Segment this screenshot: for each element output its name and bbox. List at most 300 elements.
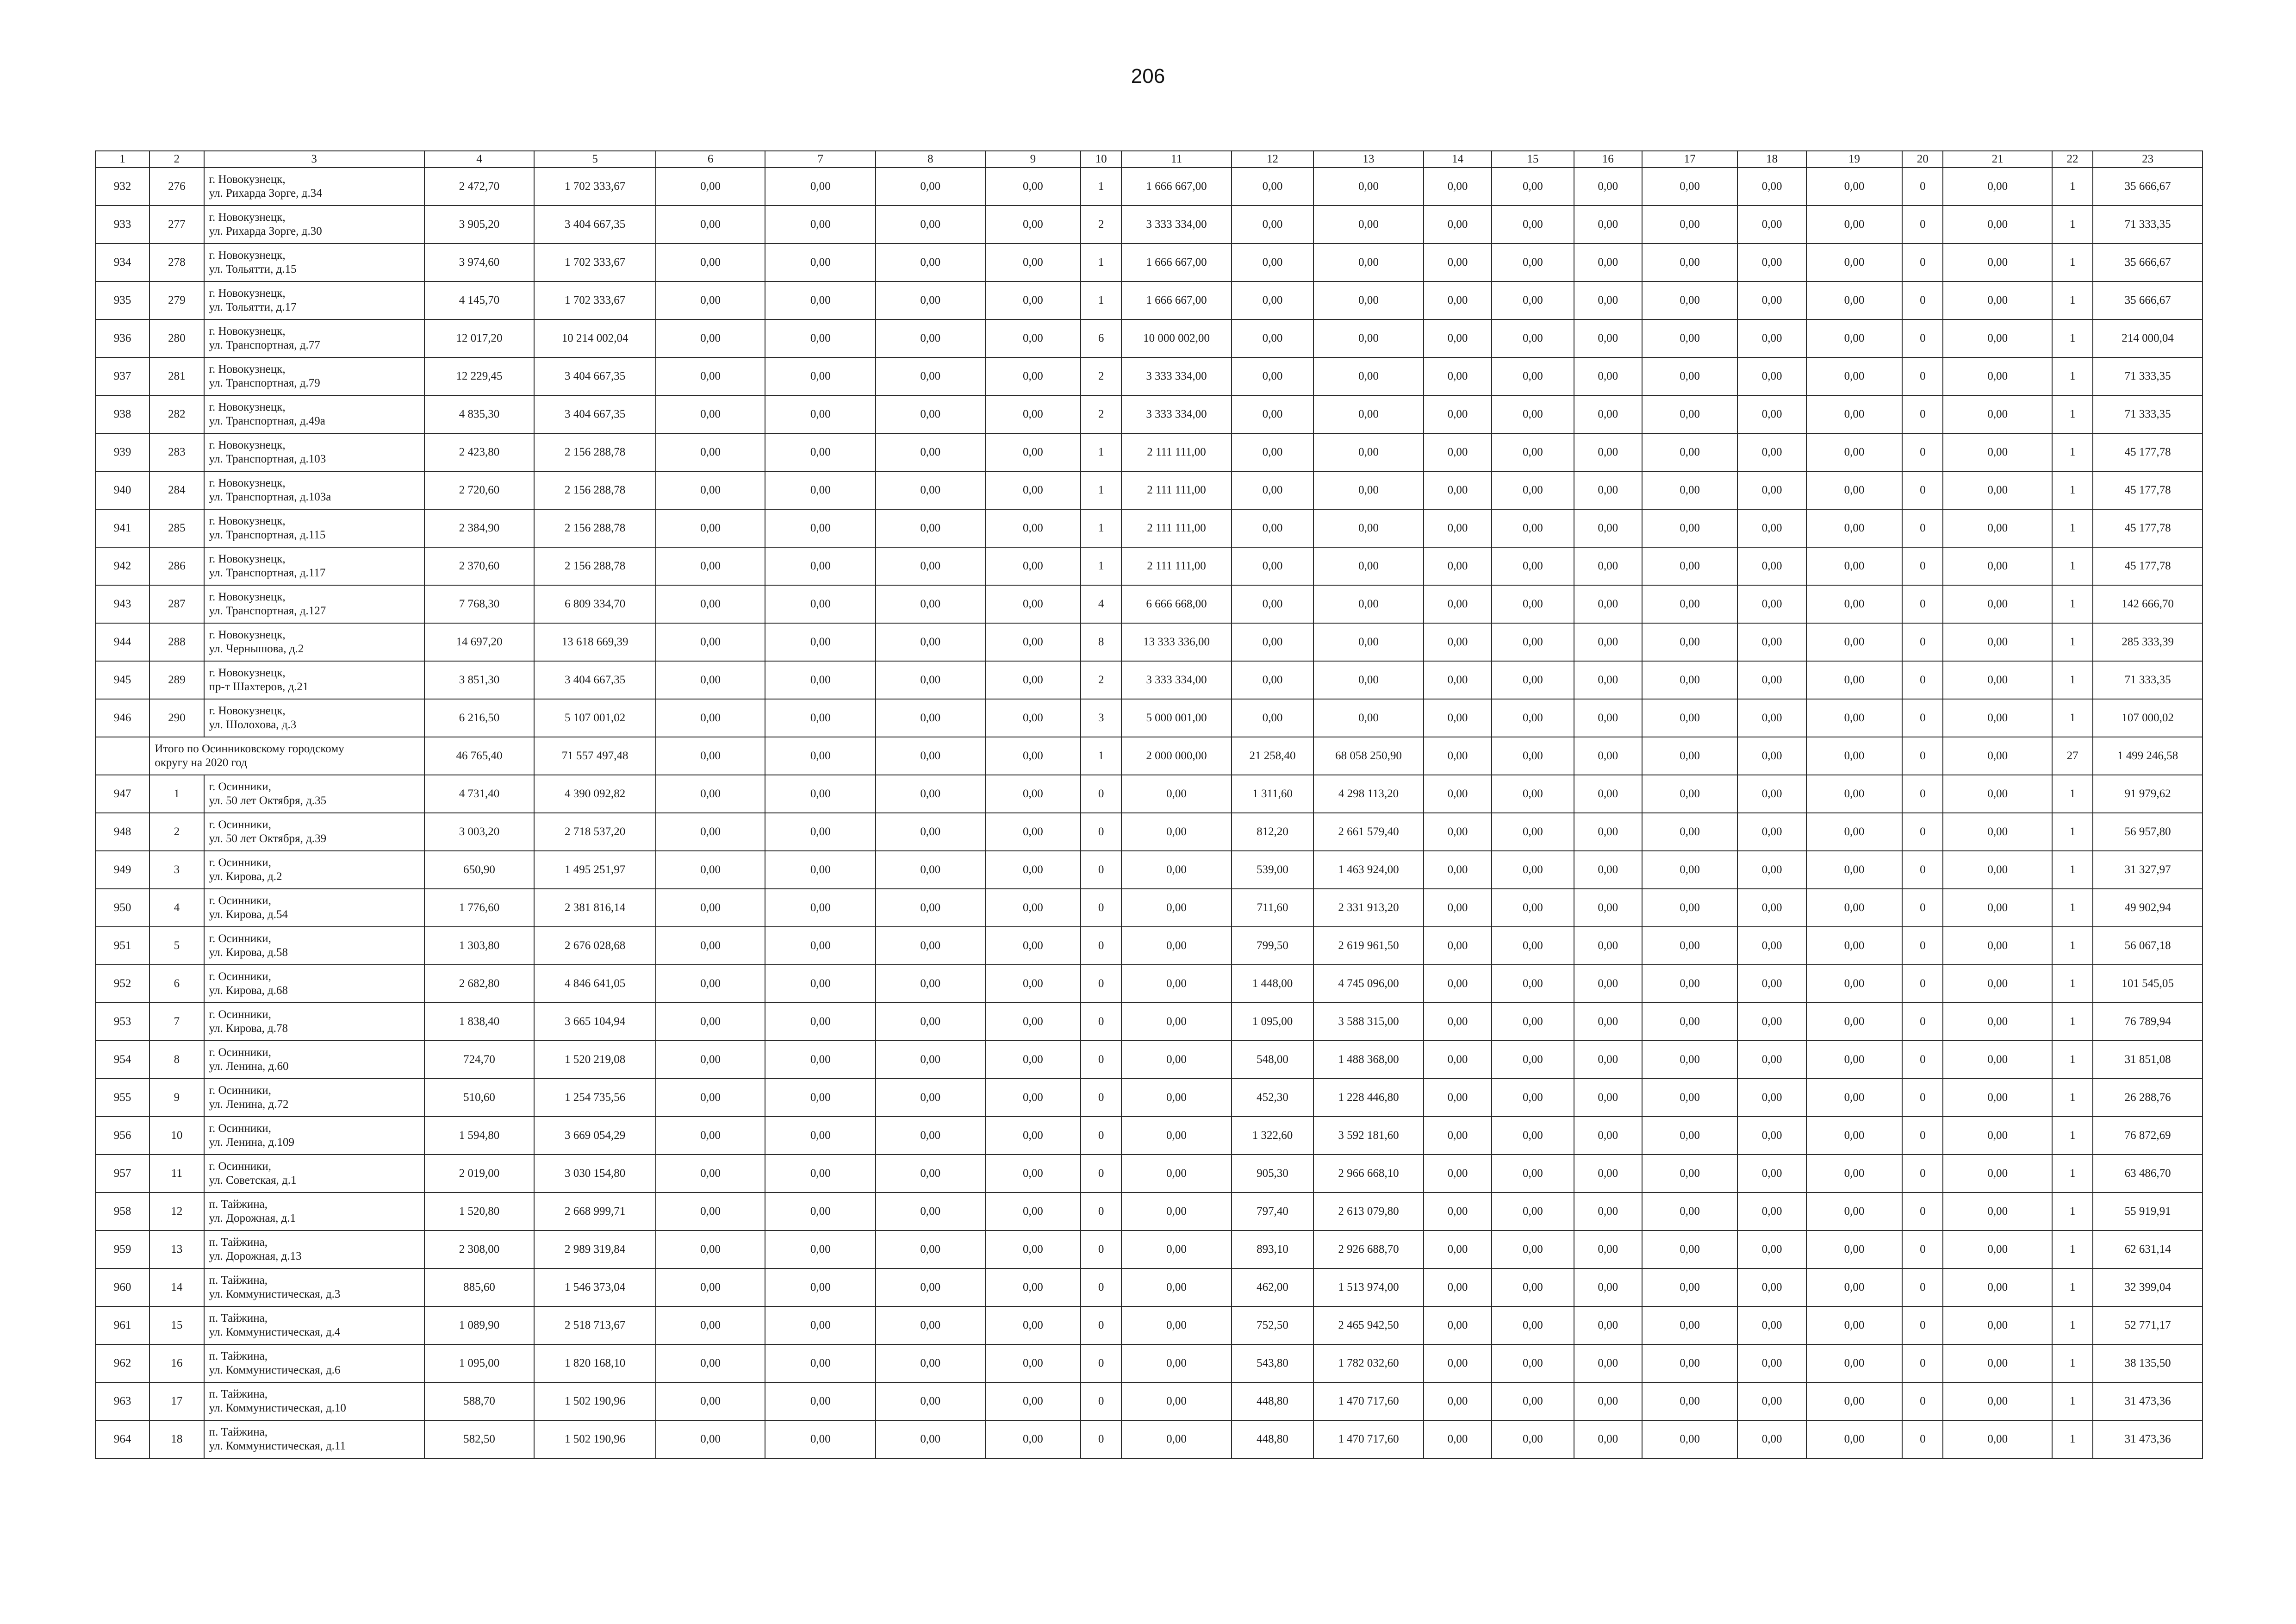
value-cell: 893,10 [1232, 1230, 1313, 1268]
value-cell: 0,00 [656, 509, 765, 547]
row-number: 964 [95, 1420, 149, 1458]
value-cell: 0,00 [1232, 699, 1313, 737]
value-cell: 0 [1902, 927, 1943, 965]
value-cell: 1 495 251,97 [534, 851, 656, 889]
value-cell: 0,00 [1806, 1079, 1903, 1117]
value-cell: 0,00 [765, 585, 876, 623]
row-number: 937 [95, 357, 149, 395]
value-cell: 1 095,00 [424, 1344, 535, 1382]
value-cell: 0,00 [876, 281, 985, 319]
value-cell: 1 666 667,00 [1121, 281, 1232, 319]
value-cell: 1 [2052, 1193, 2093, 1230]
value-cell: 0,00 [1574, 927, 1642, 965]
address-cell [204, 1230, 424, 1268]
value-cell: 2 331 913,20 [1313, 889, 1424, 927]
value-cell: 0,00 [1943, 1230, 2052, 1268]
table-row [95, 1344, 2203, 1382]
column-header: 12 [1232, 151, 1313, 168]
value-cell: 0,00 [1492, 813, 1574, 851]
value-cell: 0 [1902, 1344, 1943, 1382]
local-number: 7 [149, 1003, 204, 1041]
value-cell: 0,00 [1574, 1079, 1642, 1117]
value-cell: 1 702 333,67 [534, 244, 656, 281]
table-row [95, 965, 2203, 1003]
value-cell: 0,00 [1121, 851, 1232, 889]
value-cell: 0,00 [985, 737, 1081, 775]
value-cell: 0,00 [1943, 168, 2052, 206]
value-cell: 0,00 [1574, 1230, 1642, 1268]
value-cell: 0,00 [1806, 395, 1903, 433]
value-cell: 0,00 [656, 1079, 765, 1117]
value-cell: 1 463 924,00 [1313, 851, 1424, 889]
value-cell: 0 [1081, 1193, 1121, 1230]
value-cell: 0,00 [1574, 206, 1642, 244]
value-cell: 0,00 [876, 1003, 985, 1041]
value-cell: 0,00 [876, 1155, 985, 1193]
value-cell: 0,00 [1492, 433, 1574, 471]
value-cell: 711,60 [1232, 889, 1313, 927]
row-number: 947 [95, 775, 149, 813]
value-cell: 0,00 [1642, 623, 1737, 661]
value-cell: 2 423,80 [424, 433, 535, 471]
value-cell: 0,00 [876, 1193, 985, 1230]
value-cell: 0,00 [1943, 737, 2052, 775]
value-cell: 0,00 [1492, 965, 1574, 1003]
value-cell: 0,00 [1806, 244, 1903, 281]
address-line: ул. Ленина, д.72 [209, 1098, 289, 1111]
value-cell: 724,70 [424, 1041, 535, 1079]
value-cell: 0,00 [1806, 1268, 1903, 1306]
table-row [95, 1041, 2203, 1079]
value-cell: 0,00 [1642, 1420, 1737, 1458]
value-cell: 0 [1081, 851, 1121, 889]
value-cell: 462,00 [1232, 1268, 1313, 1306]
value-cell: 0,00 [1642, 1268, 1737, 1306]
value-cell: 2 661 579,40 [1313, 813, 1424, 851]
local-number: 4 [149, 889, 204, 927]
value-cell: 0,00 [765, 206, 876, 244]
address-line: ул. Ленина, д.60 [209, 1060, 289, 1073]
value-cell: 0,00 [1492, 623, 1574, 661]
local-number: 17 [149, 1382, 204, 1420]
value-cell: 0,00 [985, 927, 1081, 965]
value-cell: 0 [1902, 1003, 1943, 1041]
value-cell: 650,90 [424, 851, 535, 889]
value-cell: 3 333 334,00 [1121, 357, 1232, 395]
value-cell: 0,00 [985, 1268, 1081, 1306]
value-cell: 0,00 [985, 1306, 1081, 1344]
row-number: 961 [95, 1306, 149, 1344]
column-header: 15 [1492, 151, 1574, 168]
value-cell: 0,00 [985, 813, 1081, 851]
value-cell: 0,00 [1806, 281, 1903, 319]
local-number: 287 [149, 585, 204, 623]
row-number: 952 [95, 965, 149, 1003]
value-cell: 0,00 [765, 1041, 876, 1079]
value-cell: 0,00 [1737, 1117, 1806, 1155]
value-cell: 0,00 [1737, 1079, 1806, 1117]
value-cell: 0,00 [1943, 1041, 2052, 1079]
page-number: 206 [1131, 65, 1165, 87]
address-line: ул. Тольятти, д.17 [209, 301, 297, 313]
value-cell: 12 017,20 [424, 319, 535, 357]
value-cell: 0,00 [1121, 813, 1232, 851]
local-number: 282 [149, 395, 204, 433]
value-cell: 0,00 [876, 775, 985, 813]
value-cell: 0,00 [1232, 206, 1313, 244]
value-cell: 0,00 [1574, 889, 1642, 927]
value-cell: 91 979,62 [2093, 775, 2203, 813]
value-cell: 0,00 [1424, 1003, 1492, 1041]
local-number: 289 [149, 661, 204, 699]
value-cell: 3 404 667,35 [534, 357, 656, 395]
value-cell: 0,00 [1492, 509, 1574, 547]
table-row [95, 206, 2203, 244]
value-cell: 0,00 [1737, 1155, 1806, 1193]
value-cell: 0,00 [1574, 1117, 1642, 1155]
value-cell: 0,00 [1737, 813, 1806, 851]
value-cell: 0,00 [1424, 509, 1492, 547]
value-cell: 2 381 816,14 [534, 889, 656, 927]
value-cell: 0,00 [656, 1268, 765, 1306]
value-cell: 71 333,35 [2093, 206, 2203, 244]
address-cell [204, 851, 424, 889]
value-cell: 0,00 [1737, 1230, 1806, 1268]
table-row [95, 471, 2203, 509]
value-cell: 0,00 [1642, 927, 1737, 965]
value-cell: 0,00 [1121, 1193, 1232, 1230]
local-number: 285 [149, 509, 204, 547]
value-cell: 0,00 [1806, 509, 1903, 547]
value-cell: 0,00 [1121, 927, 1232, 965]
value-cell: 0,00 [876, 1306, 985, 1344]
value-cell: 6 666 668,00 [1121, 585, 1232, 623]
value-cell: 0,00 [1943, 1079, 2052, 1117]
value-cell: 0 [1902, 623, 1943, 661]
value-cell: 0,00 [656, 168, 765, 206]
value-cell: 0,00 [1492, 851, 1574, 889]
value-cell: 0,00 [876, 1117, 985, 1155]
address-line: п. Тайжина, [209, 1426, 268, 1438]
local-number: 3 [149, 851, 204, 889]
address-cell [204, 699, 424, 737]
value-cell: 4 846 641,05 [534, 965, 656, 1003]
value-cell: 0,00 [1642, 433, 1737, 471]
address-line: г. Осинники, [209, 1046, 271, 1059]
value-cell: 2 000 000,00 [1121, 737, 1232, 775]
value-cell: 0,00 [876, 433, 985, 471]
address-line: ул. Кирова, д.54 [209, 908, 288, 921]
value-cell: 1 [2052, 281, 2093, 319]
value-cell: 0,00 [985, 168, 1081, 206]
value-cell: 0,00 [1806, 661, 1903, 699]
table-row [95, 1306, 2203, 1344]
value-cell: 0,00 [1492, 737, 1574, 775]
value-cell: 448,80 [1232, 1420, 1313, 1458]
address-line: г. Новокузнецк, [209, 287, 286, 300]
value-cell: 0 [1081, 1344, 1121, 1382]
value-cell: 1 095,00 [1232, 1003, 1313, 1041]
value-cell: 2 465 942,50 [1313, 1306, 1424, 1344]
value-cell: 1 448,00 [1232, 965, 1313, 1003]
value-cell: 0,00 [985, 1079, 1081, 1117]
value-cell: 1 089,90 [424, 1306, 535, 1344]
value-cell: 448,80 [1232, 1382, 1313, 1420]
value-cell: 0,00 [656, 1306, 765, 1344]
row-number: 962 [95, 1344, 149, 1382]
local-number: 15 [149, 1306, 204, 1344]
value-cell: 1 [2052, 206, 2093, 244]
value-cell: 0,00 [1232, 244, 1313, 281]
value-cell: 1 [2052, 661, 2093, 699]
value-cell: 0 [1902, 775, 1943, 813]
address-line: ул. Коммунистическая, д.11 [209, 1440, 346, 1452]
value-cell: 4 [1081, 585, 1121, 623]
value-cell: 0,00 [1492, 1268, 1574, 1306]
value-cell: 0,00 [1574, 1003, 1642, 1041]
value-cell: 49 902,94 [2093, 889, 2203, 927]
value-cell: 1 499 246,58 [2093, 737, 2203, 775]
value-cell: 0,00 [1574, 813, 1642, 851]
value-cell: 0,00 [876, 699, 985, 737]
value-cell: 0,00 [1424, 661, 1492, 699]
value-cell: 0,00 [1574, 1420, 1642, 1458]
value-cell: 0,00 [1737, 1306, 1806, 1344]
value-cell: 0,00 [1424, 1420, 1492, 1458]
row-number: 963 [95, 1382, 149, 1420]
local-number: 13 [149, 1230, 204, 1268]
value-cell: 0,00 [985, 1117, 1081, 1155]
value-cell: 1 [2052, 813, 2093, 851]
value-cell: 0,00 [1424, 168, 1492, 206]
value-cell: 0,00 [1806, 813, 1903, 851]
value-cell: 2 472,70 [424, 168, 535, 206]
value-cell: 812,20 [1232, 813, 1313, 851]
value-cell: 0,00 [1737, 927, 1806, 965]
value-cell: 0,00 [1943, 471, 2052, 509]
value-cell: 0,00 [1943, 1344, 2052, 1382]
value-cell: 2 111 111,00 [1121, 509, 1232, 547]
column-header: 10 [1081, 151, 1121, 168]
value-cell: 71 333,35 [2093, 661, 2203, 699]
value-cell: 1 [2052, 775, 2093, 813]
value-cell: 45 177,78 [2093, 547, 2203, 585]
value-cell: 0,00 [1642, 471, 1737, 509]
value-cell: 0,00 [876, 1382, 985, 1420]
value-cell: 2 613 079,80 [1313, 1193, 1424, 1230]
value-cell: 0,00 [1492, 661, 1574, 699]
value-cell: 0,00 [1806, 1041, 1903, 1079]
column-header: 3 [204, 151, 424, 168]
value-cell: 0,00 [1737, 168, 1806, 206]
value-cell: 0,00 [1806, 1344, 1903, 1382]
address-cell [204, 775, 424, 813]
value-cell: 0,00 [656, 775, 765, 813]
value-cell: 0,00 [1424, 889, 1492, 927]
address-cell [204, 1344, 424, 1382]
value-cell: 510,60 [424, 1079, 535, 1117]
value-cell: 0,00 [765, 1420, 876, 1458]
value-cell: 0,00 [1424, 851, 1492, 889]
value-cell: 0,00 [1492, 1344, 1574, 1382]
value-cell: 38 135,50 [2093, 1344, 2203, 1382]
value-cell: 0,00 [1492, 319, 1574, 357]
value-cell: 0,00 [656, 927, 765, 965]
address-cell [204, 319, 424, 357]
value-cell: 0,00 [1737, 1382, 1806, 1420]
value-cell: 0,00 [1642, 547, 1737, 585]
value-cell: 0,00 [1424, 471, 1492, 509]
value-cell: 0,00 [876, 547, 985, 585]
value-cell: 3 592 181,60 [1313, 1117, 1424, 1155]
value-cell: 0 [1902, 1117, 1943, 1155]
value-cell: 0,00 [1574, 1344, 1642, 1382]
value-cell: 0,00 [1121, 1003, 1232, 1041]
column-header: 13 [1313, 151, 1424, 168]
address-line: ул. Транспортная, д.103 [209, 453, 326, 465]
value-cell: 1 666 667,00 [1121, 244, 1232, 281]
column-header: 11 [1121, 151, 1232, 168]
value-cell: 0,00 [1943, 965, 2052, 1003]
address-line: ул. Коммунистическая, д.6 [209, 1364, 341, 1376]
value-cell: 0,00 [876, 1268, 985, 1306]
value-cell: 1 311,60 [1232, 775, 1313, 813]
row-number: 957 [95, 1155, 149, 1193]
value-cell: 0,00 [1121, 775, 1232, 813]
value-cell: 0,00 [1492, 1079, 1574, 1117]
address-line: г. Новокузнецк, [209, 173, 286, 186]
value-cell: 0,00 [876, 168, 985, 206]
value-cell: 0,00 [876, 585, 985, 623]
value-cell: 1 [2052, 1003, 2093, 1041]
value-cell: 2 [1081, 357, 1121, 395]
value-cell: 0,00 [656, 585, 765, 623]
value-cell: 0,00 [1313, 168, 1424, 206]
value-cell: 2 370,60 [424, 547, 535, 585]
value-cell: 0,00 [1943, 1193, 2052, 1230]
value-cell: 1 [2052, 1344, 2093, 1382]
value-cell: 0,00 [985, 509, 1081, 547]
column-header: 1 [95, 151, 149, 168]
value-cell: 0,00 [765, 1117, 876, 1155]
value-cell: 0,00 [1737, 965, 1806, 1003]
address-line: ул. 50 лет Октября, д.35 [209, 794, 327, 807]
address-line: ул. Тольятти, д.15 [209, 263, 297, 275]
row-number: 934 [95, 244, 149, 281]
value-cell: 0,00 [1943, 1420, 2052, 1458]
value-cell: 0 [1081, 1420, 1121, 1458]
value-cell: 0,00 [1806, 851, 1903, 889]
value-cell: 0,00 [765, 737, 876, 775]
value-cell: 0,00 [1574, 1193, 1642, 1230]
value-cell: 0,00 [1943, 319, 2052, 357]
value-cell: 0,00 [1642, 813, 1737, 851]
value-cell: 0,00 [1737, 471, 1806, 509]
value-cell: 0,00 [1642, 1003, 1737, 1041]
value-cell: 1 [2052, 1230, 2093, 1268]
local-number: 9 [149, 1079, 204, 1117]
value-cell: 0,00 [765, 1155, 876, 1193]
value-cell: 588,70 [424, 1382, 535, 1420]
address-line: г. Новокузнецк, [209, 249, 286, 262]
value-cell: 68 058 250,90 [1313, 737, 1424, 775]
value-cell: 4 145,70 [424, 281, 535, 319]
table-row [95, 509, 2203, 547]
value-cell: 0,00 [1121, 1117, 1232, 1155]
value-cell: 0,00 [765, 1193, 876, 1230]
value-cell: 0,00 [876, 357, 985, 395]
row-number: 959 [95, 1230, 149, 1268]
value-cell: 1 776,60 [424, 889, 535, 927]
value-cell: 46 765,40 [424, 737, 535, 775]
value-cell: 0,00 [1642, 661, 1737, 699]
value-cell: 0 [1081, 1268, 1121, 1306]
value-cell: 0,00 [1232, 395, 1313, 433]
value-cell: 71 557 497,48 [534, 737, 656, 775]
value-cell: 0,00 [1492, 206, 1574, 244]
value-cell: 0,00 [1574, 281, 1642, 319]
local-number: 8 [149, 1041, 204, 1079]
value-cell: 31 327,97 [2093, 851, 2203, 889]
column-header: 17 [1642, 151, 1737, 168]
value-cell: 0,00 [1737, 547, 1806, 585]
value-cell: 0,00 [1574, 357, 1642, 395]
value-cell: 0 [1902, 281, 1943, 319]
address-line: ул. Транспортная, д.103а [209, 491, 331, 503]
value-cell: 0,00 [656, 1420, 765, 1458]
value-cell: 0,00 [1806, 889, 1903, 927]
value-cell: 71 333,35 [2093, 395, 2203, 433]
table-row [95, 1268, 2203, 1306]
value-cell: 0,00 [1943, 1003, 2052, 1041]
value-cell: 1 702 333,67 [534, 281, 656, 319]
row-number: 948 [95, 813, 149, 851]
value-cell: 0,00 [876, 623, 985, 661]
value-cell: 548,00 [1232, 1041, 1313, 1079]
address-line: г. Новокузнецк, [209, 211, 286, 224]
value-cell: 6 809 334,70 [534, 585, 656, 623]
address-cell [204, 1079, 424, 1117]
value-cell: 0,00 [1121, 889, 1232, 927]
value-cell: 0,00 [765, 357, 876, 395]
table-row [95, 623, 2203, 661]
row-number: 946 [95, 699, 149, 737]
value-cell: 56 067,18 [2093, 927, 2203, 965]
value-cell: 0,00 [1574, 395, 1642, 433]
value-cell: 0,00 [1424, 244, 1492, 281]
value-cell: 0,00 [1424, 813, 1492, 851]
value-cell: 0,00 [1424, 1230, 1492, 1268]
value-cell: 76 872,69 [2093, 1117, 2203, 1155]
value-cell: 0,00 [1492, 1041, 1574, 1079]
value-cell: 1 820 168,10 [534, 1344, 656, 1382]
value-cell: 1 [2052, 1420, 2093, 1458]
value-cell: 0,00 [1492, 244, 1574, 281]
value-cell: 0,00 [765, 965, 876, 1003]
row-number: 955 [95, 1079, 149, 1117]
value-cell: 0,00 [656, 965, 765, 1003]
value-cell: 52 771,17 [2093, 1306, 2203, 1344]
value-cell: 0 [1902, 395, 1943, 433]
row-number: 956 [95, 1117, 149, 1155]
value-cell: 0,00 [1806, 1420, 1903, 1458]
value-cell: 0,00 [1806, 1155, 1903, 1193]
value-cell: 0,00 [876, 737, 985, 775]
value-cell: 0,00 [1492, 1117, 1574, 1155]
value-cell: 0,00 [765, 1230, 876, 1268]
address-line: ул. Транспортная, д.49а [209, 415, 325, 427]
value-cell: 0 [1081, 1230, 1121, 1268]
